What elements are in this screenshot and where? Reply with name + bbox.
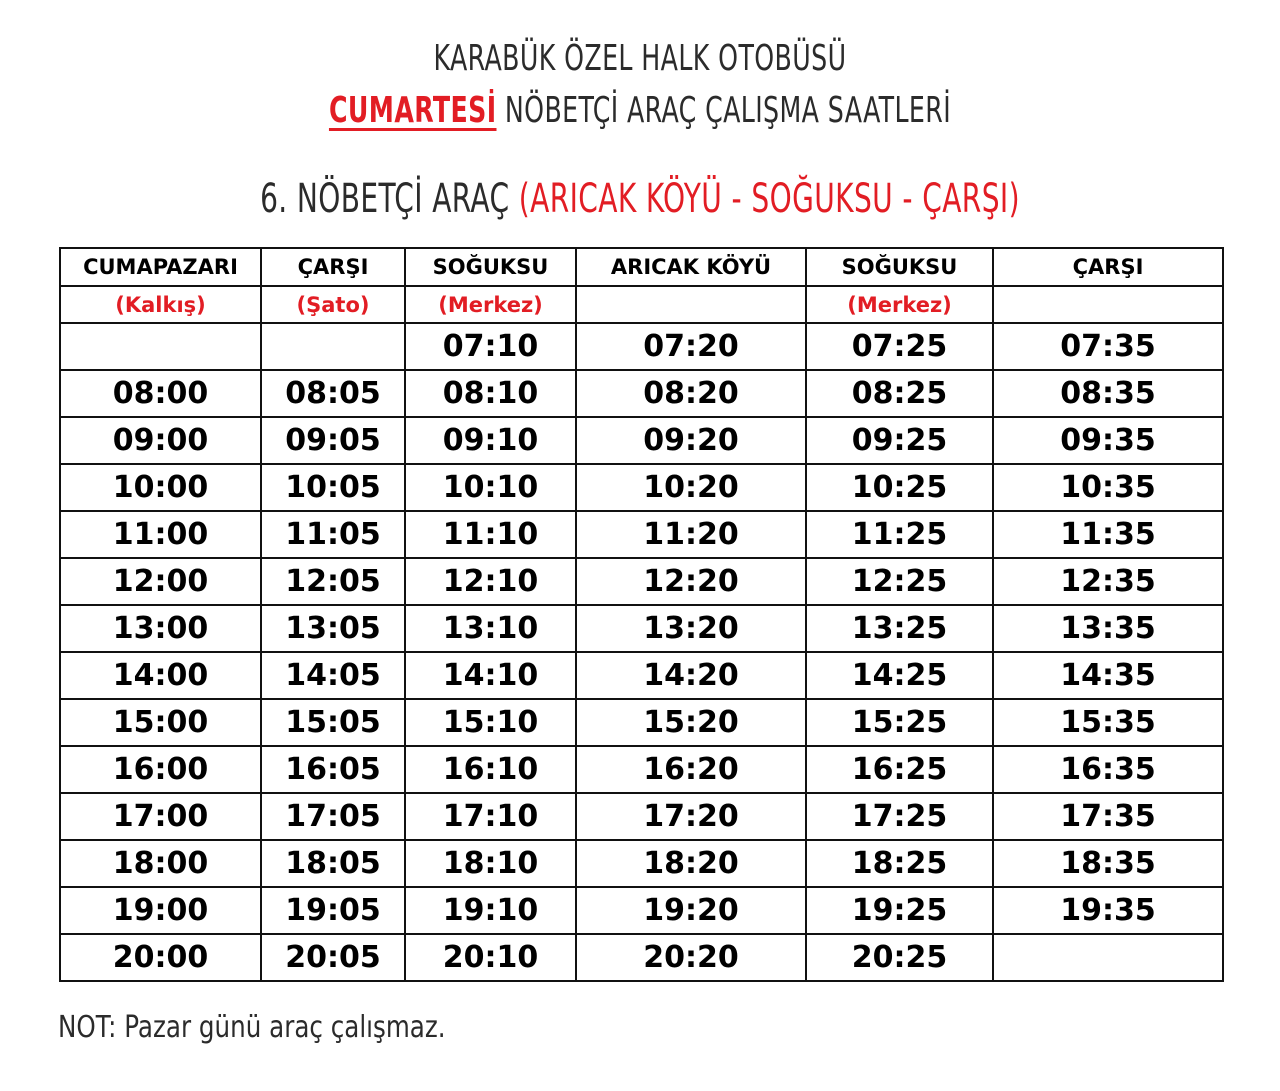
time-cell: 12:25 — [806, 558, 993, 605]
time-cell: 09:25 — [806, 417, 993, 464]
time-cell: 15:00 — [60, 699, 261, 746]
table-row — [60, 605, 1223, 652]
time-cell: 15:25 — [806, 699, 993, 746]
title-line-1 — [141, 38, 1139, 79]
time-cell: 07:35 — [993, 323, 1223, 370]
time-cell: 19:10 — [405, 887, 576, 934]
time-cell: 18:05 — [261, 840, 405, 887]
time-cell — [261, 323, 405, 370]
time-cell: 20:05 — [261, 934, 405, 981]
time-cell: 16:20 — [576, 746, 806, 793]
time-cell: 08:05 — [261, 370, 405, 417]
time-cell: 08:25 — [806, 370, 993, 417]
time-cell: 15:20 — [576, 699, 806, 746]
day-highlight: CUMARTESİ — [328, 90, 497, 131]
table-row — [60, 558, 1223, 605]
time-cell: 17:05 — [261, 793, 405, 840]
time-cell: 19:35 — [993, 887, 1223, 934]
column-header: SOĞUKSU — [806, 248, 993, 286]
time-cell: 14:20 — [576, 652, 806, 699]
time-cell: 20:10 — [405, 934, 576, 981]
time-cell: 12:10 — [405, 558, 576, 605]
time-cell: 10:25 — [806, 464, 993, 511]
time-cell: 11:00 — [60, 511, 261, 558]
time-cell: 17:20 — [576, 793, 806, 840]
time-cell: 10:35 — [993, 464, 1223, 511]
column-subheader — [993, 286, 1223, 323]
time-cell: 16:35 — [993, 746, 1223, 793]
column-subheader: (Kalkış) — [60, 286, 261, 323]
time-cell: 14:00 — [60, 652, 261, 699]
time-cell: 16:05 — [261, 746, 405, 793]
time-cell: 18:00 — [60, 840, 261, 887]
time-cell: 19:25 — [806, 887, 993, 934]
time-cell: 14:05 — [261, 652, 405, 699]
time-cell: 09:05 — [261, 417, 405, 464]
column-header: SOĞUKSU — [405, 248, 576, 286]
time-cell: 14:35 — [993, 652, 1223, 699]
table-row — [60, 652, 1223, 699]
time-cell: 11:20 — [576, 511, 806, 558]
time-cell: 20:25 — [806, 934, 993, 981]
table-row — [60, 793, 1223, 840]
time-cell: 07:10 — [405, 323, 576, 370]
time-cell: 17:00 — [60, 793, 261, 840]
footer-note: NOT: Pazar günü araç çalışmaz. — [58, 1010, 446, 1045]
time-cell: 10:10 — [405, 464, 576, 511]
time-cell: 09:20 — [576, 417, 806, 464]
time-cell: 18:10 — [405, 840, 576, 887]
column-header: ARICAK KÖYÜ — [576, 248, 806, 286]
time-cell — [60, 323, 261, 370]
title-line-2 — [141, 90, 1139, 131]
column-header: ÇARŞI — [261, 248, 405, 286]
table-row — [60, 934, 1223, 981]
time-cell: 12:35 — [993, 558, 1223, 605]
time-cell: 12:00 — [60, 558, 261, 605]
time-cell: 18:25 — [806, 840, 993, 887]
time-cell: 08:00 — [60, 370, 261, 417]
time-cell: 19:05 — [261, 887, 405, 934]
time-cell: 16:10 — [405, 746, 576, 793]
time-cell: 12:05 — [261, 558, 405, 605]
time-cell: 19:20 — [576, 887, 806, 934]
time-cell: 12:20 — [576, 558, 806, 605]
column-header: CUMAPAZARI — [60, 248, 261, 286]
time-cell: 17:10 — [405, 793, 576, 840]
time-cell: 20:20 — [576, 934, 806, 981]
time-cell: 08:20 — [576, 370, 806, 417]
time-cell: 13:35 — [993, 605, 1223, 652]
schedule-body — [60, 248, 1223, 981]
schedule-table — [59, 247, 1224, 982]
time-cell: 11:35 — [993, 511, 1223, 558]
time-cell: 20:00 — [60, 934, 261, 981]
time-cell — [993, 934, 1223, 981]
time-cell: 13:20 — [576, 605, 806, 652]
time-cell: 15:05 — [261, 699, 405, 746]
time-cell: 09:10 — [405, 417, 576, 464]
table-row — [60, 840, 1223, 887]
time-cell: 15:10 — [405, 699, 576, 746]
time-cell: 11:25 — [806, 511, 993, 558]
time-cell: 16:25 — [806, 746, 993, 793]
time-cell: 07:20 — [576, 323, 806, 370]
time-cell: 13:00 — [60, 605, 261, 652]
time-cell: 14:25 — [806, 652, 993, 699]
column-subheader: (Şato) — [261, 286, 405, 323]
time-cell: 13:25 — [806, 605, 993, 652]
time-cell: 18:20 — [576, 840, 806, 887]
time-cell: 10:00 — [60, 464, 261, 511]
time-cell: 09:35 — [993, 417, 1223, 464]
time-cell: 07:25 — [806, 323, 993, 370]
time-cell: 11:05 — [261, 511, 405, 558]
time-cell: 10:20 — [576, 464, 806, 511]
vehicle-label: 6. NÖBETÇİ ARAÇ — [260, 176, 519, 222]
schedule-subtitle: NÖBETÇİ ARAÇ ÇALIŞMA SAATLERİ — [496, 90, 952, 131]
time-cell: 09:00 — [60, 417, 261, 464]
table-row — [60, 511, 1223, 558]
column-header-row — [60, 248, 1223, 286]
time-cell: 13:10 — [405, 605, 576, 652]
column-subheader: (Merkez) — [806, 286, 993, 323]
time-cell: 15:35 — [993, 699, 1223, 746]
time-cell: 10:05 — [261, 464, 405, 511]
route-label: (ARICAK KÖYÜ - SOĞUKSU - ÇARŞI) — [518, 176, 1020, 222]
column-subheader: (Merkez) — [405, 286, 576, 323]
table-row — [60, 417, 1223, 464]
time-cell: 17:35 — [993, 793, 1223, 840]
time-cell: 18:35 — [993, 840, 1223, 887]
time-cell: 17:25 — [806, 793, 993, 840]
table-row — [60, 323, 1223, 370]
column-subheader-row — [60, 286, 1223, 323]
column-header: ÇARŞI — [993, 248, 1223, 286]
table-row — [60, 887, 1223, 934]
time-cell: 19:00 — [60, 887, 261, 934]
table-row — [60, 699, 1223, 746]
time-cell: 08:35 — [993, 370, 1223, 417]
title-line-3 — [141, 176, 1139, 222]
time-cell: 13:05 — [261, 605, 405, 652]
table-row — [60, 746, 1223, 793]
company-title: KARABÜK ÖZEL HALK OTOBÜSÜ — [433, 38, 847, 79]
time-cell: 08:10 — [405, 370, 576, 417]
column-subheader — [576, 286, 806, 323]
table-row — [60, 370, 1223, 417]
time-cell: 14:10 — [405, 652, 576, 699]
time-cell: 16:00 — [60, 746, 261, 793]
time-cell: 11:10 — [405, 511, 576, 558]
table-row — [60, 464, 1223, 511]
